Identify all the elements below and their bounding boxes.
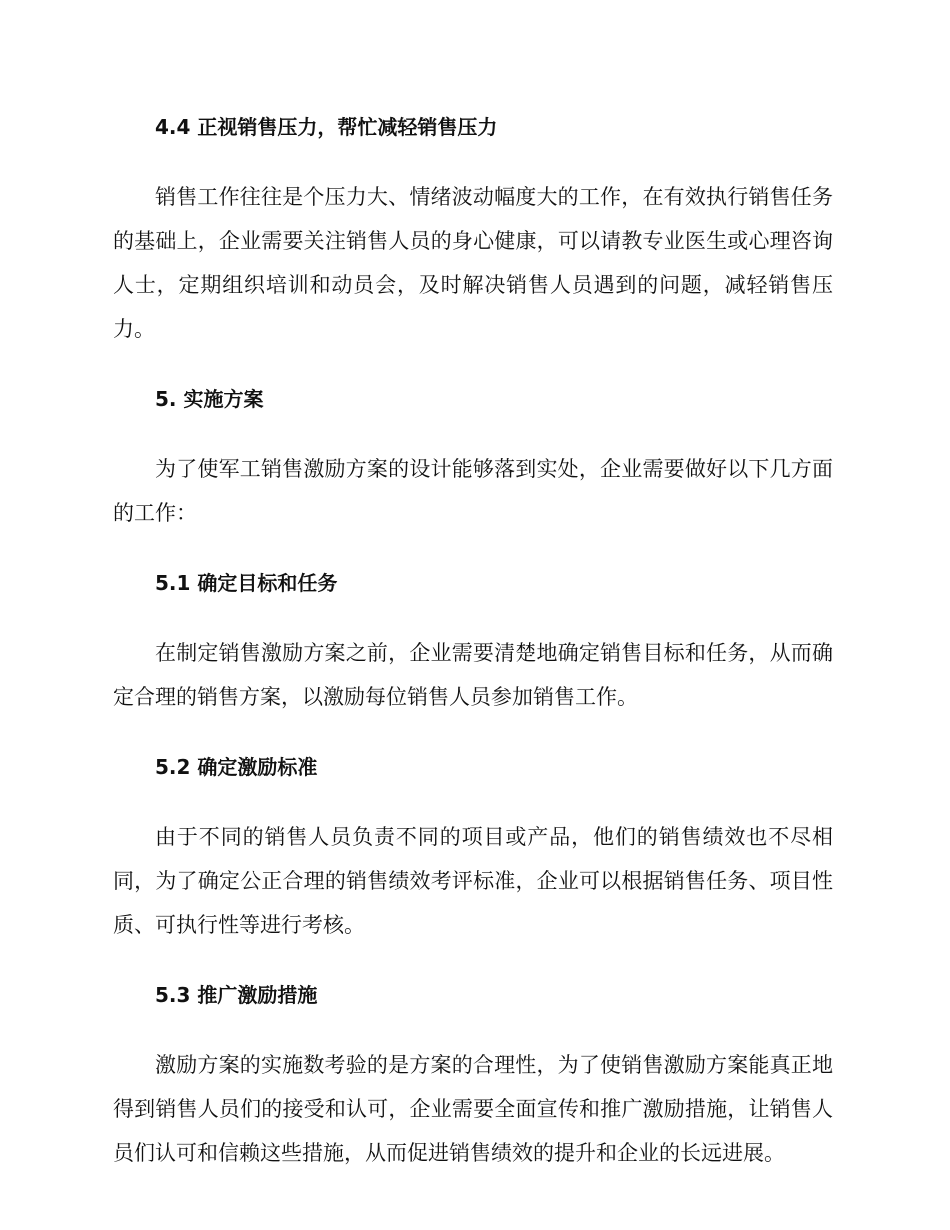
document-content [113,105,833,1201]
section-heading-5-2: 5.2 确定激励标准 [155,755,318,779]
paragraph-implementation-intro: 为了使军工销售激励方案的设计能够落到实处，企业需要做好以下几方面的工作： [113,457,833,525]
paragraph-promote-measures: 激励方案的实施数考验的是方案的合理性，为了使销售激励方案能真正地得到销售人员们的接受和认可，企业需要全面宣传和推广激励措施，让销售人员们认可和信赖这些措施，从而促进销售绩效的提升和企业的长远进展。 [113,1053,833,1165]
section-heading-5: 5. 实施方案 [155,387,264,411]
section-heading-5-3: 5.3 推广激励措施 [155,983,318,1007]
paragraph-sales-pressure: 销售工作往往是个压力大、情绪波动幅度大的工作，在有效执行销售任务的基础上，企业需要关注销售人员的身心健康，可以请教专业医生或心理咨询人士，定期组织培训和动员会，及时解决销售人员遇到的问题，减轻销售压力。 [113,185,833,341]
section-heading-5-1: 5.1 确定目标和任务 [155,571,338,595]
paragraph-goals-tasks: 在制定销售激励方案之前，企业需要清楚地确定销售目标和任务，从而确定合理的销售方案，以激励每位销售人员参加销售工作。 [113,641,833,709]
section-heading-4-4: 4.4 正视销售压力，帮忙减轻销售压力 [155,115,498,139]
paragraph-incentive-standards: 由于不同的销售人员负责不同的项目或产品，他们的销售绩效也不尽相同，为了确定公正合理的销售绩效考评标准，企业可以根据销售任务、项目性质、可执行性等进行考核。 [113,825,833,937]
